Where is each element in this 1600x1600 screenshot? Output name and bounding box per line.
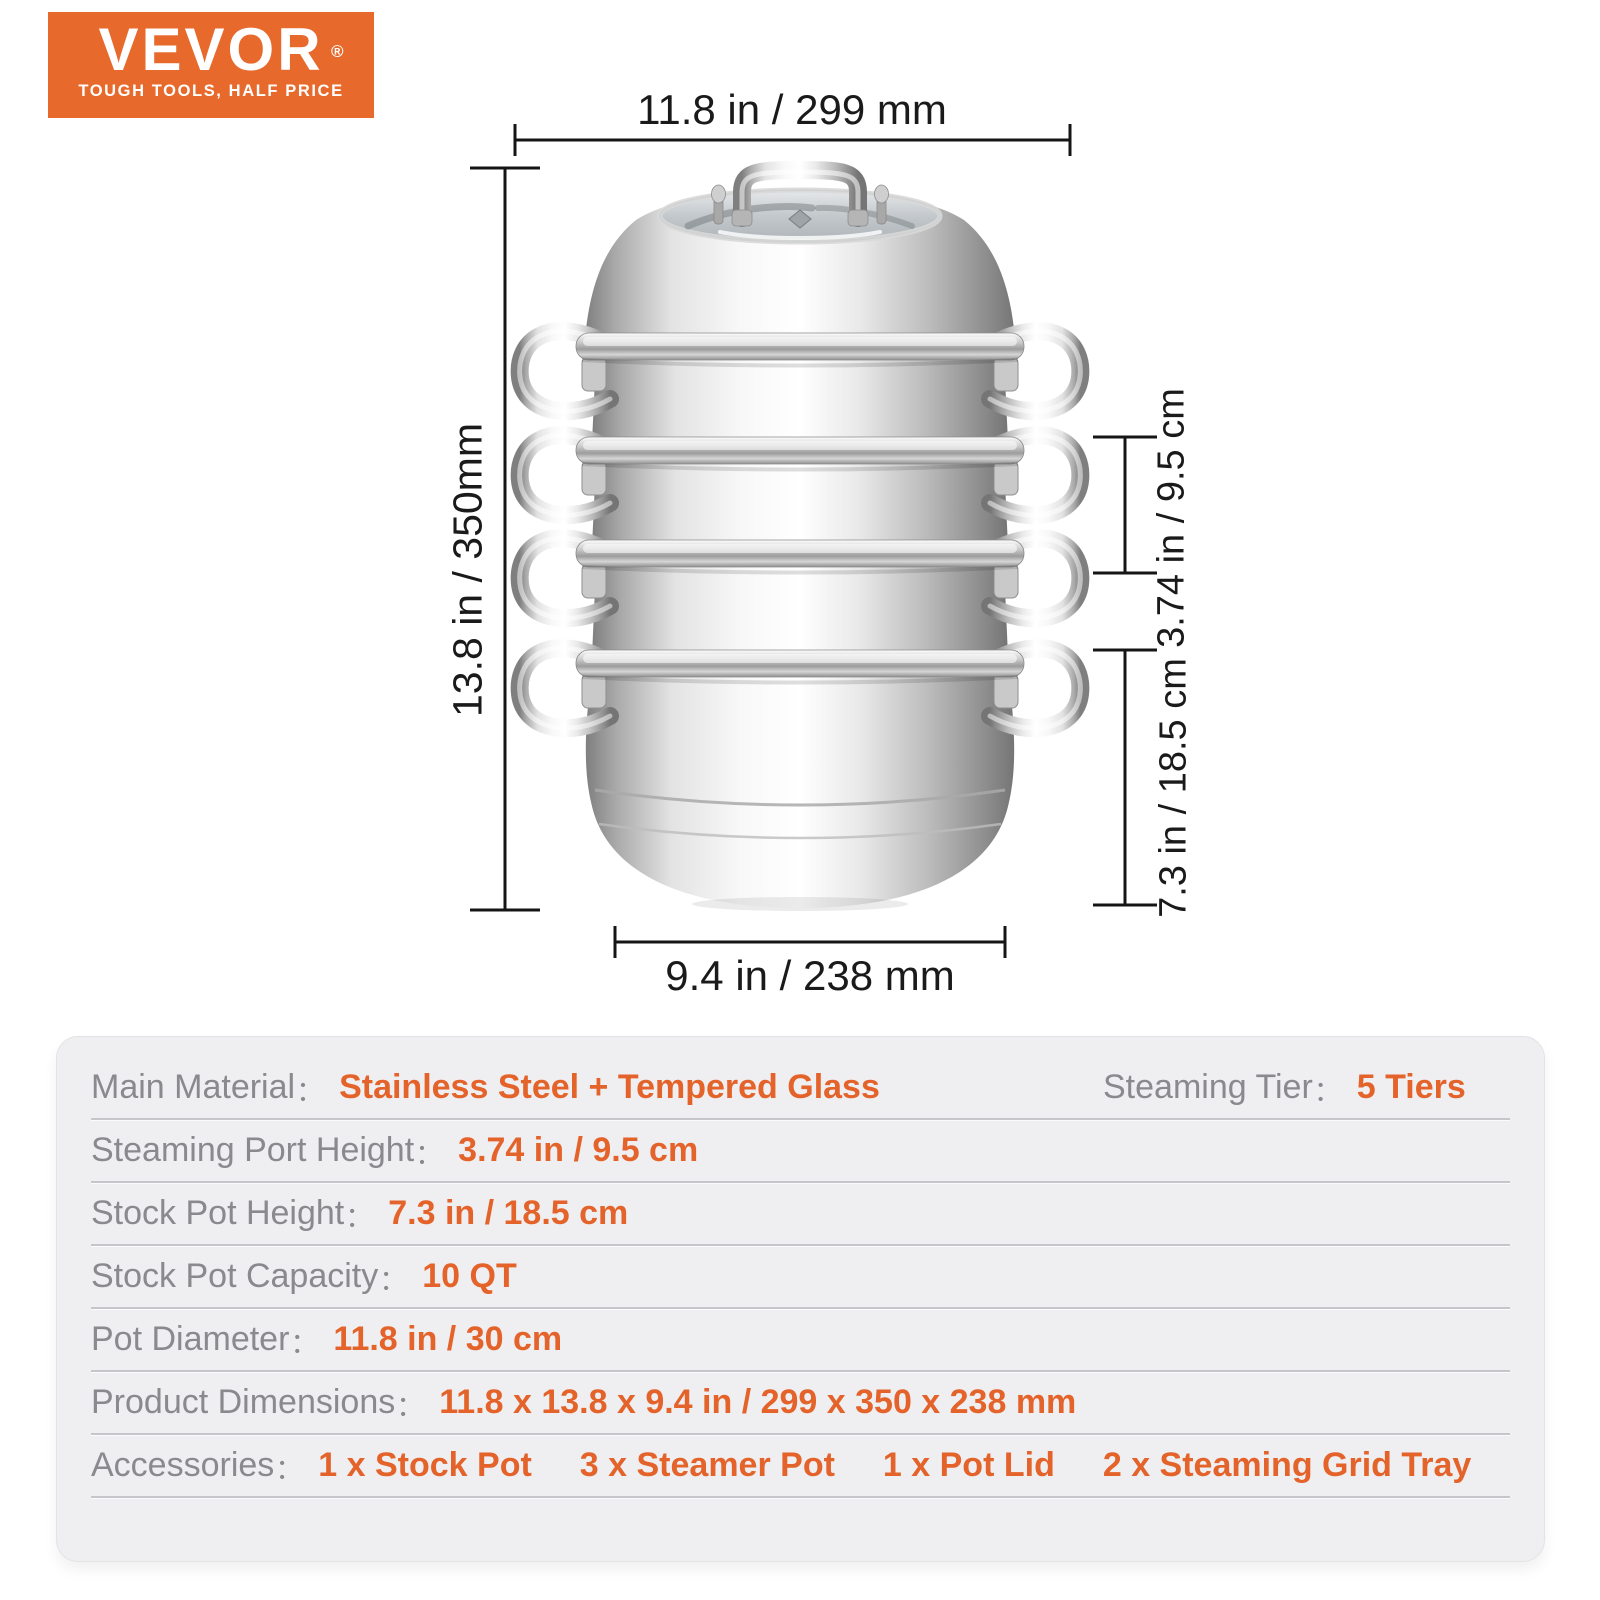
spec-label: Stock Pot Capacity	[91, 1257, 379, 1295]
steamer-tier-2	[592, 462, 1008, 546]
spec-value: 3.74 in / 9.5 cm	[458, 1131, 699, 1169]
spec-label: Steaming Port Height	[91, 1131, 415, 1169]
steamer-tier-1	[592, 358, 1008, 442]
colon: ：	[274, 1450, 309, 1488]
colon: ：	[295, 1072, 330, 1110]
spec-row-steaming-tier	[1103, 1057, 1466, 1118]
colon: ：	[289, 1324, 324, 1362]
accessory-item: 1 x Stock Pot	[318, 1446, 532, 1484]
vevor-logo	[48, 12, 374, 118]
spec-value: 11.8 in / 30 cm	[333, 1320, 563, 1358]
dim-label-steaming-port-height: 3.74 in / 9.5 cm	[1150, 388, 1193, 648]
spec-value: Stainless Steel + Tempered Glass	[339, 1068, 880, 1106]
spec-row-steaming-port-height	[91, 1120, 1510, 1183]
spec-label: Pot Diameter	[91, 1320, 290, 1358]
dim-label-stock-pot-height: 7.3 in / 18.5 cm	[1152, 658, 1195, 918]
spec-row-stock-pot-height	[91, 1183, 1510, 1246]
spec-value: 7.3 in / 18.5 cm	[388, 1194, 629, 1232]
colon: ：	[378, 1261, 413, 1299]
spec-value: 10 QT	[422, 1257, 517, 1295]
colon: ：	[344, 1198, 379, 1236]
spec-row-stock-pot-capacity	[91, 1246, 1510, 1309]
accessory-item: 2 x Steaming Grid Tray	[1102, 1446, 1472, 1484]
spec-label: Stock Pot Height	[91, 1194, 345, 1232]
steamer-diagram	[420, 80, 1220, 1010]
brand-tagline: TOUGH TOOLS, HALF PRICE	[78, 82, 344, 100]
brand-name-text: VEVOR	[98, 16, 324, 83]
spec-row-pot-diameter	[91, 1309, 1510, 1372]
dim-line-right-upper	[1093, 437, 1157, 573]
colon: ：	[414, 1135, 449, 1173]
colon: ：	[1312, 1072, 1347, 1110]
spec-label: Steaming Tier	[1103, 1068, 1313, 1106]
accessory-item: 3 x Steamer Pot	[579, 1446, 835, 1484]
spec-panel	[56, 1036, 1545, 1562]
glass-lid	[660, 185, 940, 242]
registered-mark-icon: ®	[331, 42, 344, 61]
spec-value: 11.8 x 13.8 x 9.4 in / 299 x 350 x 238 mm	[439, 1383, 1077, 1421]
steamer-tier-3	[592, 566, 1008, 656]
accessory-item: 1 x Pot Lid	[882, 1446, 1055, 1484]
spec-row-product-dimensions	[91, 1372, 1510, 1435]
dim-label-bottom-width: 9.4 in / 238 mm	[665, 952, 955, 999]
dim-label-left-height: 13.8 in / 350mm	[444, 423, 491, 717]
spec-label: Main Material	[91, 1068, 296, 1106]
dim-line-right-lower	[1093, 650, 1157, 905]
spec-label: Accessories	[91, 1446, 275, 1484]
dim-label-top-width: 11.8 in / 299 mm	[637, 86, 947, 133]
brand-name	[98, 16, 344, 83]
spec-row-accessories	[91, 1435, 1510, 1498]
spec-label: Product Dimensions	[91, 1383, 396, 1421]
spec-value: 5 Tiers	[1356, 1068, 1466, 1106]
stock-pot	[586, 672, 1014, 911]
spec-row-main-material	[91, 1057, 1510, 1120]
colon: ：	[395, 1387, 430, 1425]
